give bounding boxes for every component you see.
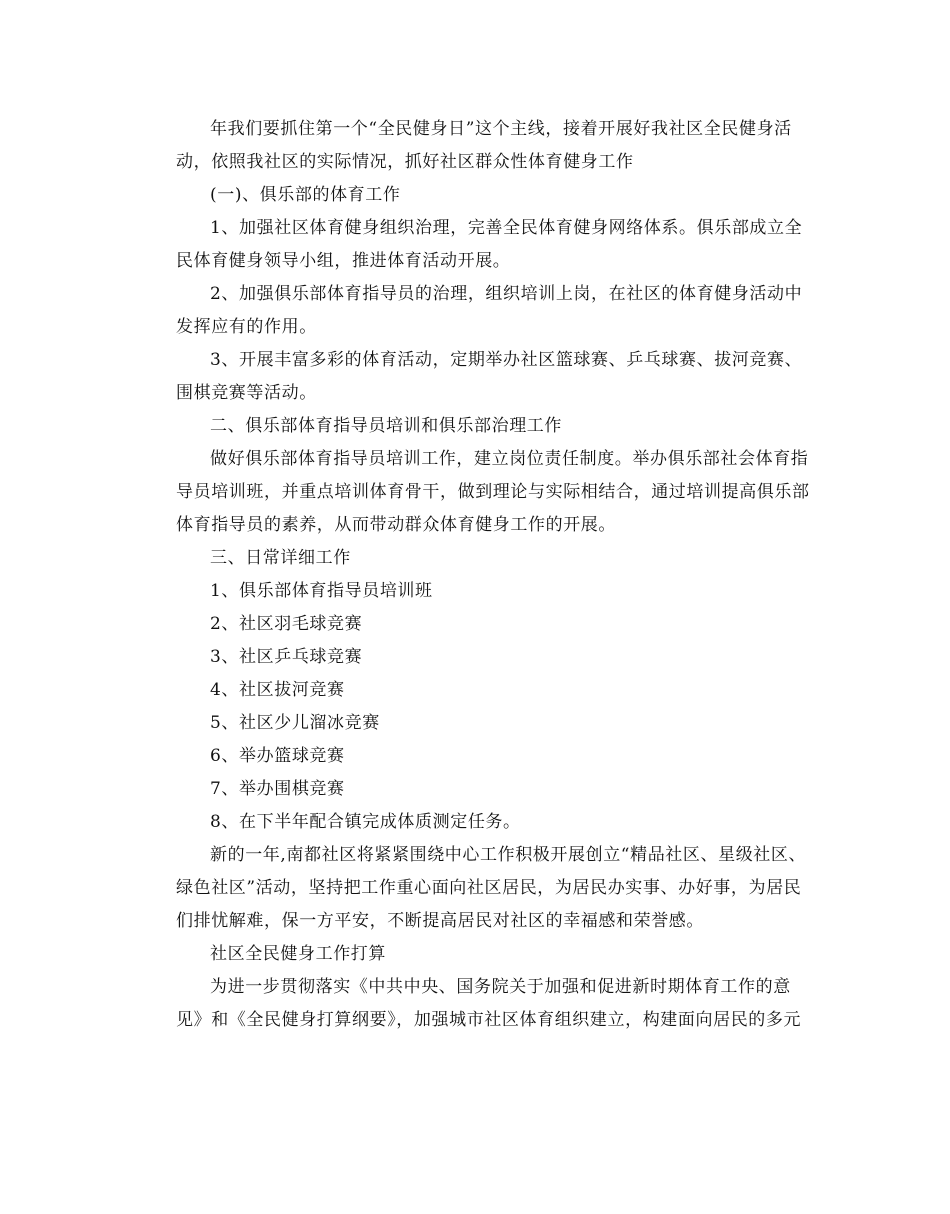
text-line: 2、加强俱乐部体育指导员的治理，组织培训上岗，在社区的体育健身活动中 bbox=[210, 284, 803, 304]
document-body bbox=[142, 113, 832, 1037]
list-item bbox=[142, 773, 832, 806]
list-item bbox=[142, 608, 832, 641]
text-line: 体育指导员的素养，从而带动群众体育健身工作的开展。 bbox=[176, 515, 616, 535]
text-line: 3、社区乒乓球竞赛 bbox=[210, 647, 363, 667]
text-line: 围棋竞赛等活动。 bbox=[176, 383, 317, 403]
text-line: 1、加强社区体育健身组织治理，完善全民体育健身网络体系。俱乐部成立全 bbox=[210, 218, 803, 238]
section-heading-instructor-training bbox=[142, 410, 832, 443]
text-line: 8、在下半年配合镇完成体质测定任务。 bbox=[210, 812, 521, 832]
text-line: 4、社区拔河竞赛 bbox=[210, 680, 345, 700]
text-line: 发挥应有的作用。 bbox=[176, 317, 317, 337]
paragraph-new-year bbox=[142, 839, 832, 938]
text-line: 二、俱乐部体育指导员培训和俱乐部治理工作 bbox=[210, 416, 562, 436]
text-line: 3、开展丰富多彩的体育活动，定期举办社区篮球赛、乒乓球赛、拔河竞赛、 bbox=[210, 350, 803, 370]
text-line: 5、社区少儿溜冰竞赛 bbox=[210, 713, 380, 733]
text-line: 导员培训班，并重点培训体育骨干，做到理论与实际相结合，通过培训提高俱乐部 bbox=[176, 482, 810, 502]
text-line: 1、俱乐部体育指导员培训班 bbox=[210, 581, 433, 601]
text-line: 民体育健身领导小组，推进体育活动开展。 bbox=[176, 251, 511, 271]
text-line: 社区全民健身工作打算 bbox=[210, 944, 386, 964]
text-line: 6、举办篮球竞赛 bbox=[210, 746, 345, 766]
paragraph-item-3 bbox=[142, 344, 832, 410]
text-line: 见》和《全民健身打算纲要》，加强城市社区体育组织建立，构建面向居民的多元 bbox=[176, 1010, 802, 1030]
text-line: 动，依照我社区的实际情况，抓好社区群众性体育健身工作 bbox=[176, 152, 634, 172]
text-line: 7、举办围棋竞赛 bbox=[210, 779, 345, 799]
text-line: 做好俱乐部体育指导员培训工作，建立岗位责任制度。举办俱乐部社会体育指 bbox=[210, 449, 809, 469]
section-heading-daily-work bbox=[142, 542, 832, 575]
text-line: 绿色社区”活动，坚持把工作重心面向社区居民，为居民办实事、办好事，为居民 bbox=[176, 878, 802, 898]
section-heading-club-sports bbox=[142, 179, 832, 212]
text-line: 2、社区羽毛球竞赛 bbox=[210, 614, 363, 634]
section-heading-fitness-plan bbox=[142, 938, 832, 971]
text-line: 们排忧解难，保一方平安，不断提高居民对社区的幸福感和荣誉感。 bbox=[176, 911, 704, 931]
text-line: (一)、俱乐部的体育工作 bbox=[210, 185, 401, 205]
list-item bbox=[142, 806, 832, 839]
paragraph-implementation bbox=[142, 971, 832, 1037]
text-line: 新的一年,南都社区将紧紧围绕中心工作积极开展创立“精品社区、星级社区、 bbox=[210, 845, 807, 865]
list-item bbox=[142, 641, 832, 674]
list-item bbox=[142, 575, 832, 608]
paragraph-item-1 bbox=[142, 212, 832, 278]
text-line: 年我们要抓住第一个“全民健身日”这个主线，接着开展好我社区全民健身活 bbox=[210, 119, 792, 139]
paragraph-intro bbox=[142, 113, 832, 179]
list-item bbox=[142, 740, 832, 773]
list-item bbox=[142, 707, 832, 740]
text-line: 为进一步贯彻落实《中共中央、国务院关于加强和促进新时期体育工作的意 bbox=[210, 977, 791, 997]
paragraph-item-2 bbox=[142, 278, 832, 344]
paragraph-training bbox=[142, 443, 832, 542]
text-line: 三、日常详细工作 bbox=[210, 548, 351, 568]
list-item bbox=[142, 674, 832, 707]
